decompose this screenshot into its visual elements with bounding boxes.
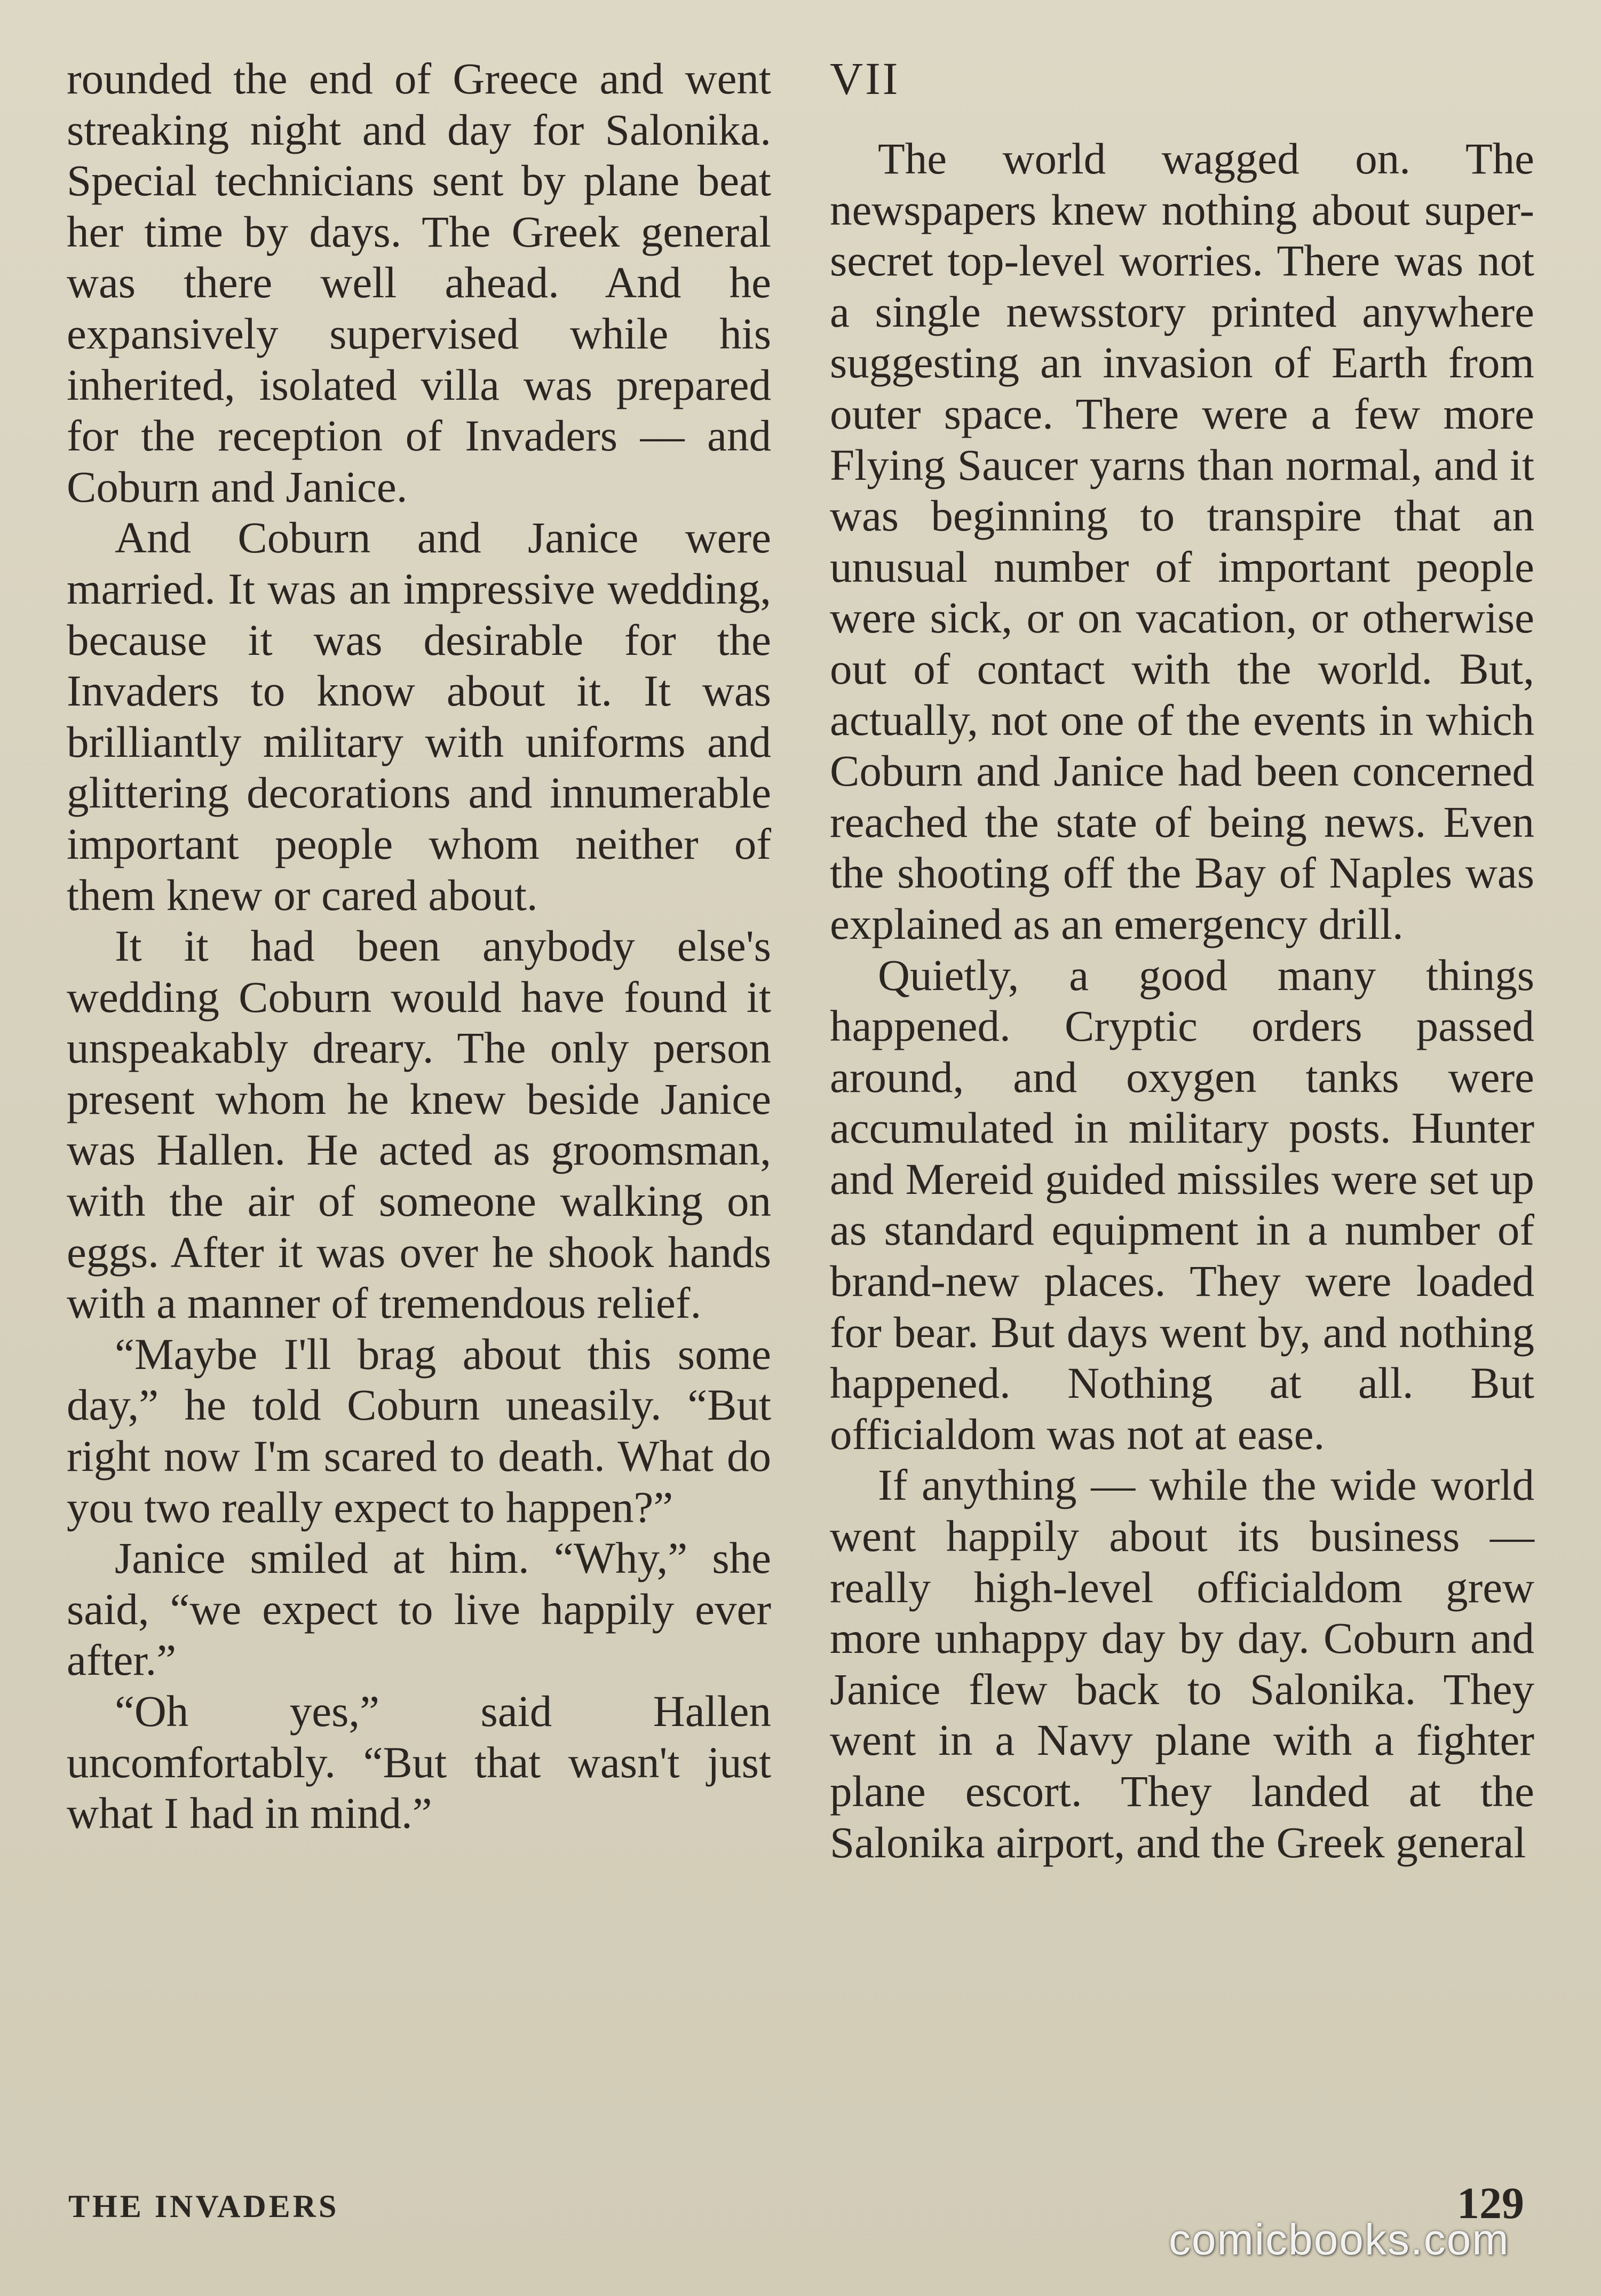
watermark: comicbooks.com xyxy=(1169,2215,1510,2264)
paragraph: Janice smiled at him. “Why,” she said, “we expect to live happily ever after.” xyxy=(67,1533,771,1685)
paragraph: It it had been anybody else's wedding Coburn would have found it unspeakably dreary. The only person present whom he knew beside Janice was Hallen. He acted as groomsman, with the air of someone walking on eggs. After it was over he shook hands with a manner of tremendous relief. xyxy=(67,921,771,1328)
page-number: 129 xyxy=(1457,2179,1524,2228)
paragraph: And Coburn and Janice were married. It was an impressive wedding, because it was desirable for the Invaders to know about it. It was brilliantly military with uniforms and glittering decorations and innumerable important people whom neither of them knew or cared about. xyxy=(67,513,771,920)
paragraph: rounded the end of Greece and went streaking night and day for Salonika. Special technicians sent by plane beat her time by days. The Greek general was there well ahead. And he expansively supervised while his inherited, isolated villa was prepared for the reception of Invaders — and Coburn and Janice. xyxy=(67,54,771,511)
paragraph: “Maybe I'll brag about this some day,” he told Coburn uneasily. “But right now I'm scared to death. What do you two really expect to happen?” xyxy=(67,1329,771,1532)
chapter-heading: VII xyxy=(830,53,900,104)
right-column xyxy=(830,53,1534,1868)
paragraph: Quietly, a good many things happened. Cryptic orders passed around, and oxygen tanks were accumulated in military posts. Hunter and Mereid guided missiles were set up as standard equipment in a number of brand-new places. They were loaded for bear. But days went by, and nothing happened. Nothing at all. But officialdom was not at ease. xyxy=(830,950,1534,1459)
paragraph: If anything — while the wide world went happily about its business — really high-level officialdom grew more unhappy day by day. Coburn and Janice flew back to Salonika. They went in a Navy plane with a fighter plane escort. They landed at the Salonika airport, and the Greek general xyxy=(830,1460,1534,1867)
left-column xyxy=(67,53,771,1839)
running-title: THE INVADERS xyxy=(68,2189,339,2224)
paragraph: “Oh yes,” said Hallen uncomfortably. “But that wasn't just what I had in mind.” xyxy=(67,1687,771,1838)
paragraph: The world wagged on. The newspapers knew nothing about super-secret top-level worries. There was not a single newsstory printed anywhere suggesting an invasion of Earth from outer space. There were a few more Flying Saucer yarns than normal, and it was beginning to transpire that an unusual number of important people were sick, or on vacation, or otherwise out of contact with the world. But, actually, not one of the events in which Coburn and Janice had been concerned reached the state of being news. Even the shooting off the Bay of Naples was explained as an emergency drill. xyxy=(830,134,1534,948)
